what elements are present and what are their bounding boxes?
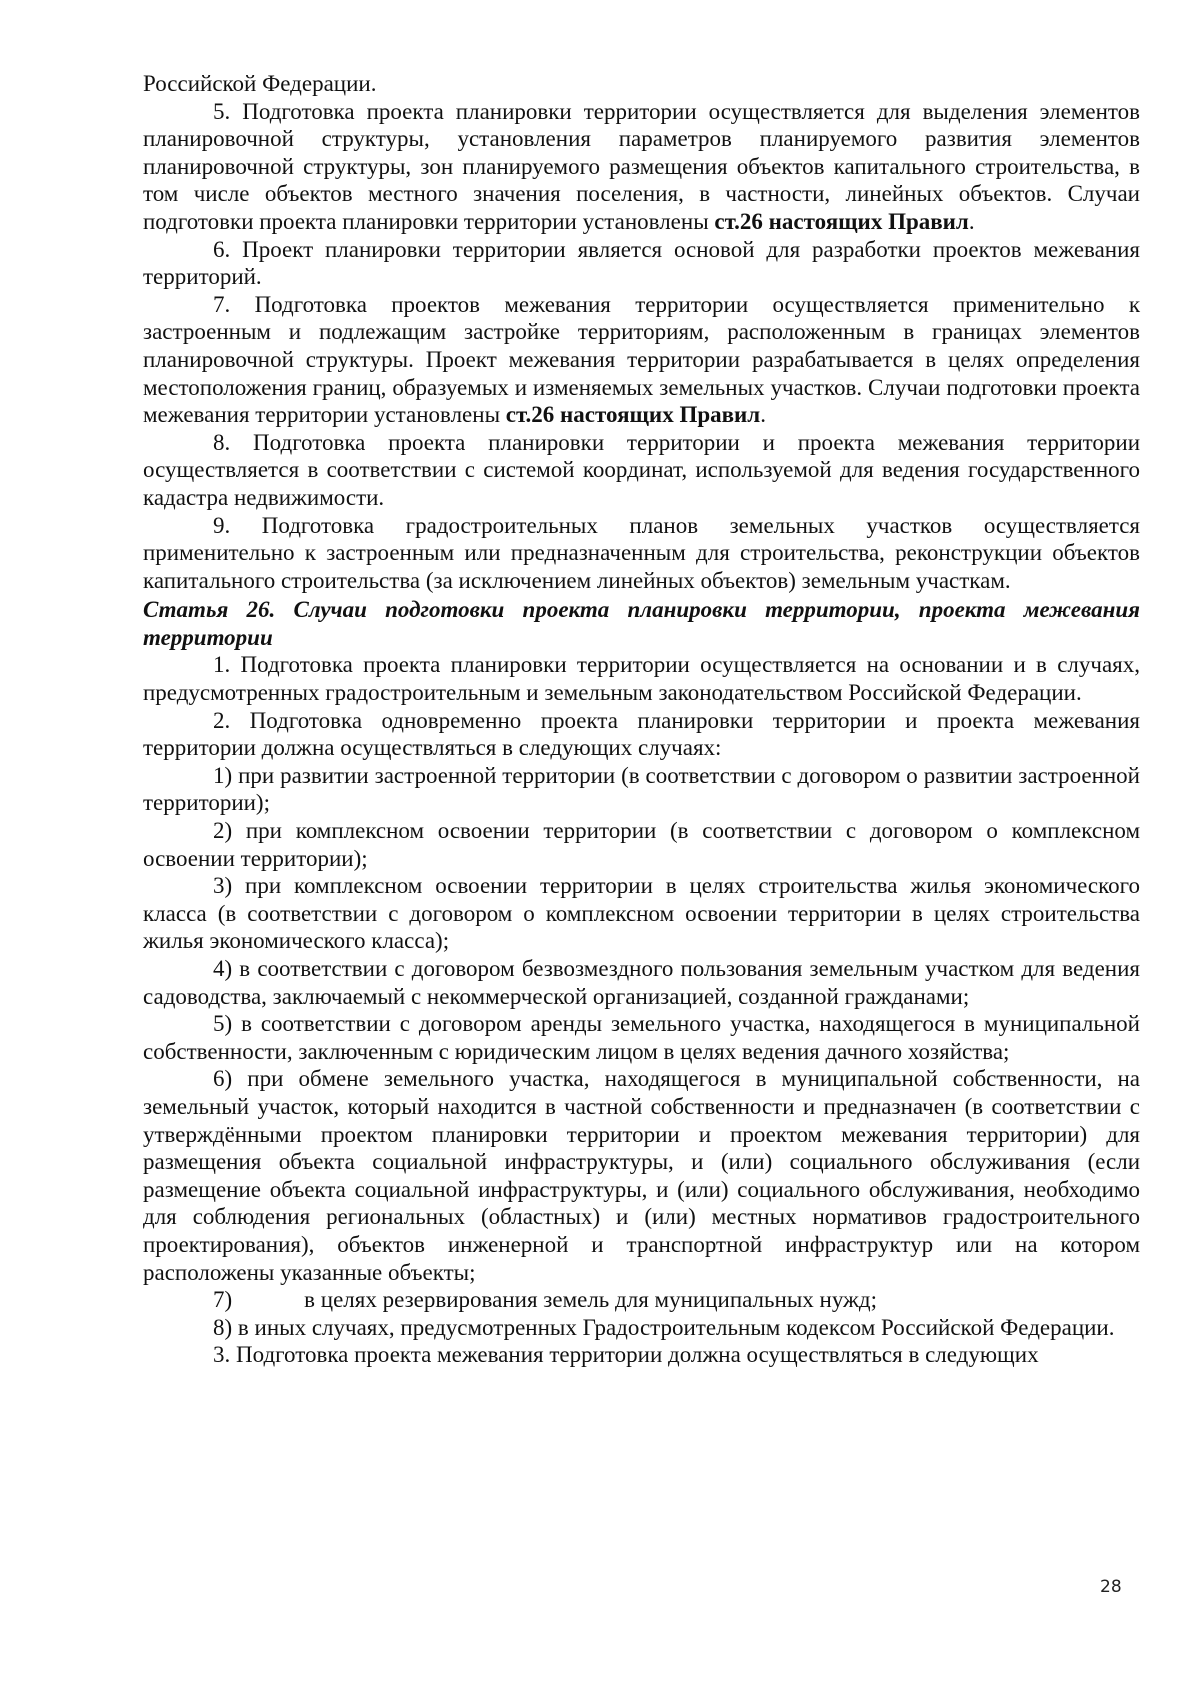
article-reference: ст.26 настоящих Правил (714, 208, 969, 234)
list-item-8: 8) в иных случаях, предусмотренных Градостроительным кодексом Российской Федерации. (213, 1314, 1115, 1340)
paragraph-end: . (968, 208, 975, 234)
paragraph-end: . (760, 402, 766, 428)
list-item-6: 6) при обмене земельного участка, находящегося в муниципальной собственности, на земельный участок, который находится в частной собственности и предназначен (в соответствии с утверждёнными проектом планировки территории и проектом межевания территории) для размещения объекта социальной инфраструктуры, и (или) социального обслуживания (если размещение объекта социальной инфраструктуры, и (или) социального обслуживания, необходимо для соблюдения региональных (областных) и (или) местных нормативов градостроительного проектирования), объектов инженерной и транспортной инфраструктур или на котором расположены указанные объекты; (143, 1066, 1140, 1285)
article-reference: ст.26 настоящих Правил (505, 402, 761, 428)
paragraph-item-5 (143, 98, 1140, 236)
paragraph-continuation: Российской Федерации. (143, 71, 377, 96)
paragraph-text: 7. Подготовка проектов межевания территории осуществляется применительно к застроенным и подлежащим застройке территориям, расположенным в границах элементов планировочной структуры. Проект межевания территории разрабатывается в целях определения местоположения границ, образуемых и изменяемых земельных участков. Случаи подготовки проекта межевания территории установлены (143, 291, 1140, 428)
page-number: 28 (1100, 1577, 1122, 1597)
list-item-1: 1) при развитии застроенной территории (в соответствии с договором о развитии застроенной территории); (143, 762, 1140, 816)
article-item-3: 3. Подготовка проекта межевания территории должна осуществляться в следующих (213, 1342, 1039, 1368)
article-heading: Статья 26. Случаи подготовки проекта планировки территории, проекта межевания территории (143, 597, 1140, 650)
paragraph-item-6: 6. Проект планировки территории является основой для разработки проектов межевания территорий. (143, 236, 1140, 290)
list-item-3: 3) при комплексном освоении территории в целях строительства жилья экономического класса (в соответствии с договором о комплексном освоении территории в целях строительства жилья экономического класса); (143, 873, 1140, 954)
document-page (143, 70, 1140, 1369)
list-item-text: в целях резервирования земель для муниципальных нужд; (304, 1287, 878, 1313)
list-item-5: 5) в соответствии с договором аренды земельного участка, находящегося в муниципальной собственности, заключенным с юридическим лицом в целях ведения дачного хозяйства; (143, 1011, 1140, 1064)
paragraph-text: 5. Подготовка проекта планировки территории осуществляется для выделения элементов планировочной структуры, установления параметров планируемого развития элементов планировочной структуры, зон планируемого размещения объектов капитального строительства, в том числе объектов местного значения поселения, в частности, линейных объектов. Случаи подготовки проекта планировки территории установлены (143, 98, 1140, 234)
article-item-1: 1. Подготовка проекта планировки территории осуществляется на основании и в случаях, предусмотренных градостроительным и земельным законодательством Российской Федерации. (143, 652, 1140, 706)
paragraph-item-7 (143, 291, 1140, 429)
list-item-4: 4) в соответствии с договором безвозмездного пользования земельным участком для ведения садоводства, заключаемый с некоммерческой организацией, созданной гражданами; (143, 956, 1140, 1009)
article-item-2: 2. Подготовка одновременно проекта планировки территории и проекта межевания территории должна осуществляться в следующих случаях: (143, 707, 1140, 761)
paragraph-item-8: 8. Подготовка проекта планировки территории и проекта межевания территории осуществляется в соответствии с системой координат, используемой для ведения государственного кадастра недвижимости. (143, 429, 1140, 510)
paragraph-item-9: 9. Подготовка градостроительных планов земельных участков осуществляется применительно к застроенным или предназначенным для строительства, реконструкции объектов капитального строительства (за исключением линейных объектов) земельным участкам. (143, 512, 1140, 593)
list-item-number: 7) (213, 1287, 233, 1313)
list-item-2: 2) при комплексном освоении территории (в соответствии с договором о комплексном освоении территории); (143, 818, 1140, 871)
list-item-7 (143, 1286, 1140, 1314)
